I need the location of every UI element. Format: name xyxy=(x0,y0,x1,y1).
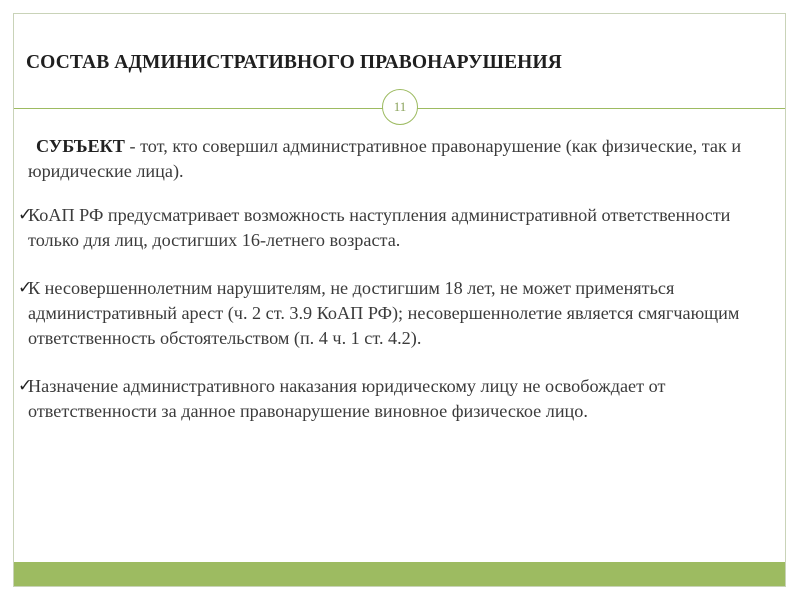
bullet-text: КоАП РФ предусматривает возможность наступления административной ответственности только для лиц, достигших 16-летнего возраста. xyxy=(28,205,731,250)
check-icon: ✓ xyxy=(18,205,33,226)
subject-term: СУБЪЕКТ xyxy=(36,136,125,156)
bullet-text: К несовершеннолетним нарушителям, не достигшим 18 лет, не может применяться административный арест (ч. 2 ст. 3.9 КоАП РФ); несовершеннолетие является смягчающим ответственность обстоятельством (п. 4 ч. 1 ст. 4.2). xyxy=(28,278,740,348)
slide-content xyxy=(18,134,768,423)
subject-definition: - тот, кто совершил административное правонарушение (как физические, так и юридические лица). xyxy=(28,136,742,181)
bullet-item xyxy=(18,276,768,350)
check-icon: ✓ xyxy=(18,278,33,299)
check-icon: ✓ xyxy=(18,376,33,397)
bullet-item xyxy=(18,203,768,252)
footer-accent-bar xyxy=(14,562,785,586)
page-number-badge xyxy=(382,89,418,125)
slide-title: СОСТАВ АДМИНИСТРАТИВНОГО ПРАВОНАРУШЕНИЯ xyxy=(26,52,562,73)
page-number: 11 xyxy=(393,99,407,114)
subject-paragraph xyxy=(28,134,768,183)
bullet-text: Назначение административного наказания юридическому лицу не освобождает от ответственности за данное правонарушение виновное физическое лицо. xyxy=(28,376,666,421)
bullet-item xyxy=(18,374,768,423)
